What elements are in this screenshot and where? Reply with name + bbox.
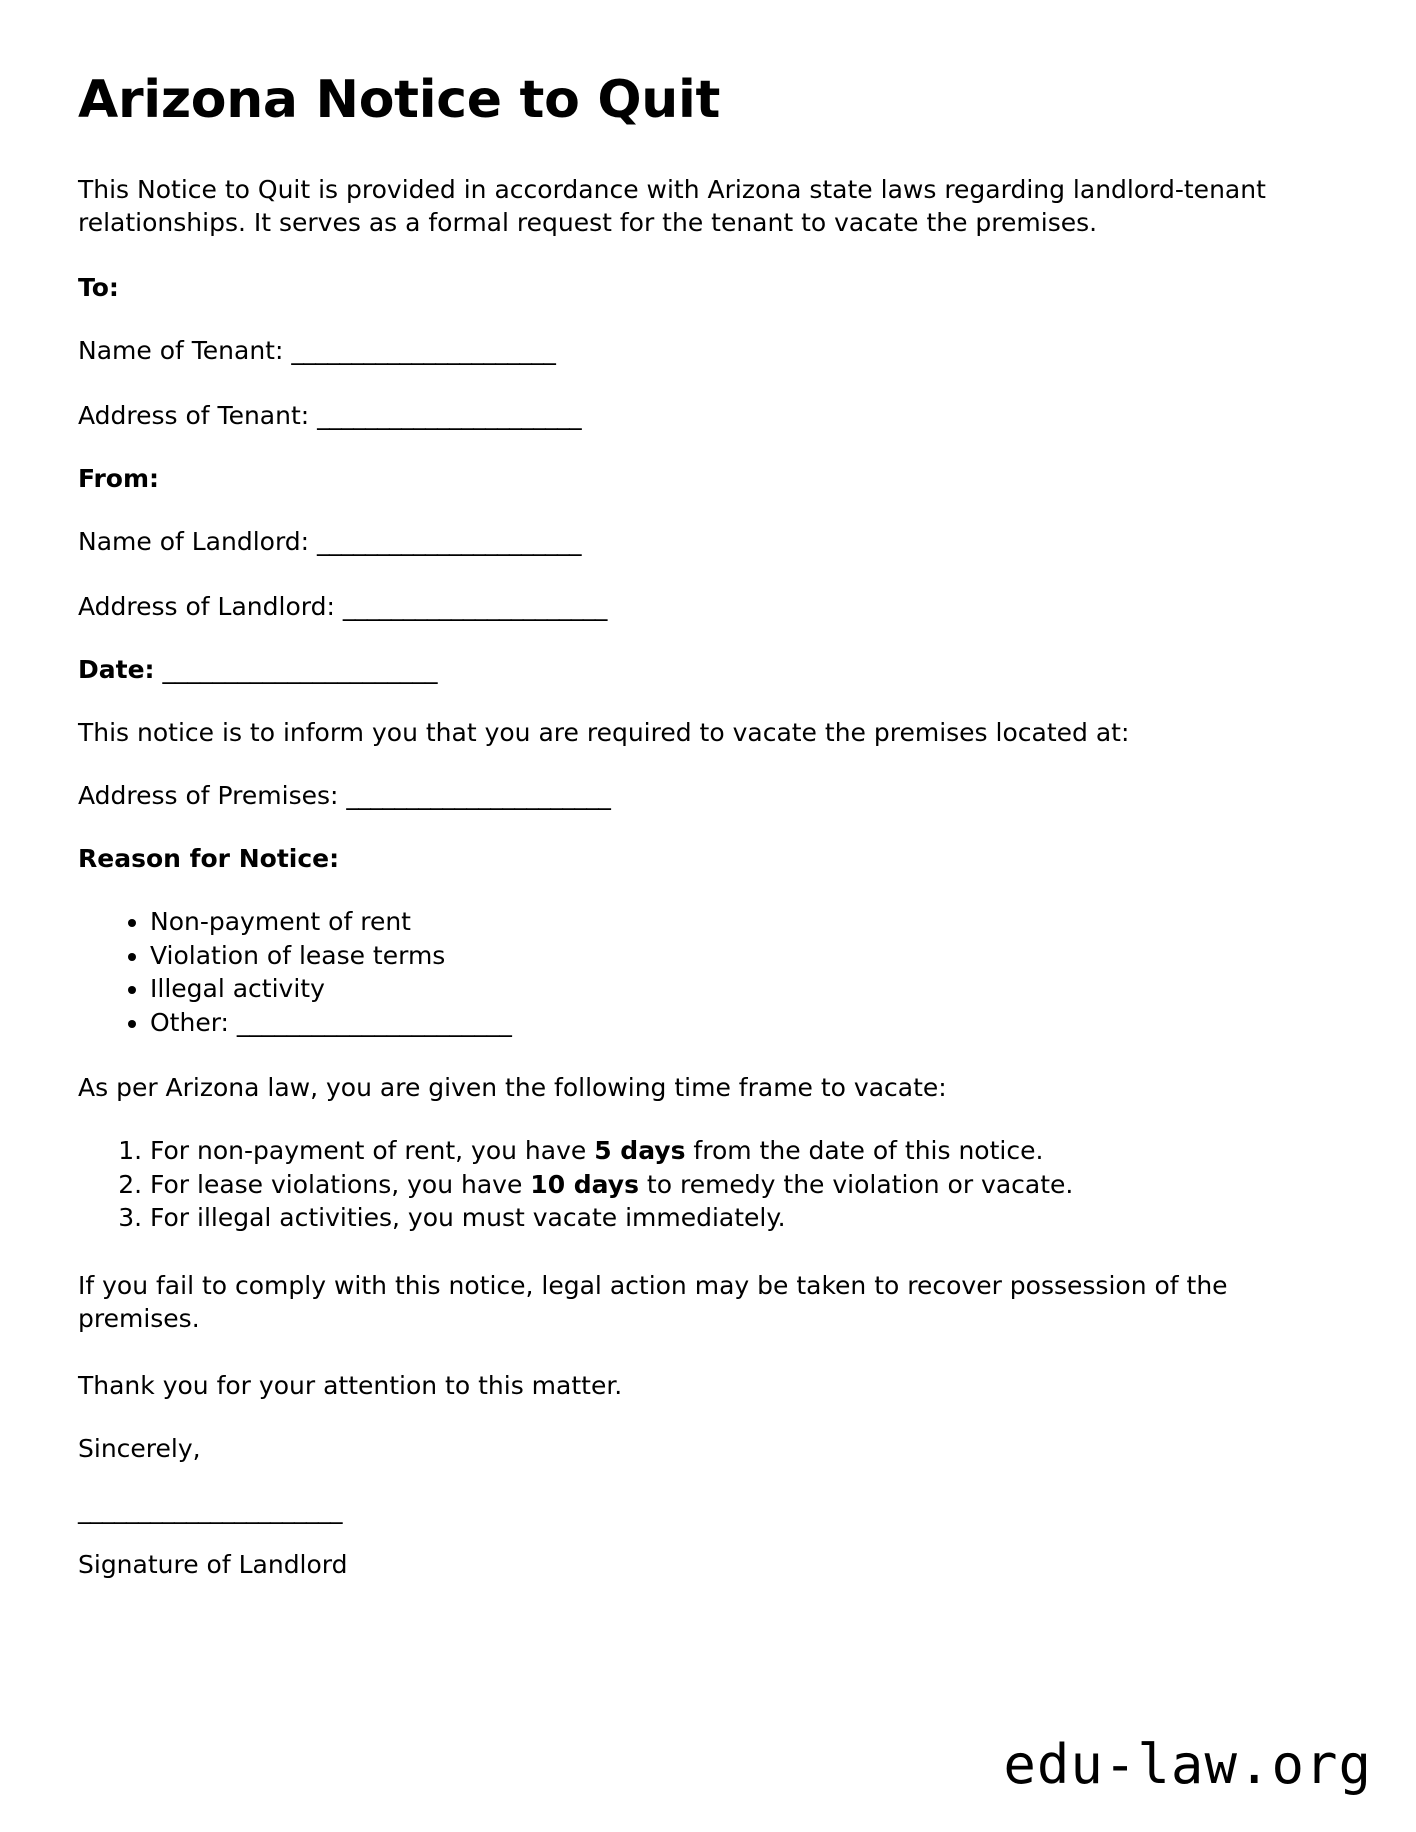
landlord-name-label: Name of Landlord: bbox=[78, 527, 310, 557]
timeframe-text-before: For illegal activities, you must vacate immediately. bbox=[150, 1203, 786, 1233]
list-item: • Violation of lease terms bbox=[150, 939, 1338, 973]
premises-address-label: Address of Premises: bbox=[78, 781, 339, 811]
closing-line: Sincerely, bbox=[78, 1433, 201, 1463]
landlord-name-blank[interactable]: ______________________ bbox=[317, 527, 582, 557]
page-title: Arizona Notice to Quit bbox=[78, 70, 721, 130]
signature-caption: Signature of Landlord bbox=[78, 1549, 348, 1579]
list-item: • Illegal activity bbox=[150, 972, 1338, 1006]
premises-address-blank[interactable]: ______________________ bbox=[346, 781, 611, 811]
tenant-address-blank[interactable]: ______________________ bbox=[317, 401, 582, 431]
thanks-paragraph: Thank you for your attention to this matter. bbox=[78, 1370, 623, 1400]
landlord-address-label: Address of Landlord: bbox=[78, 592, 335, 622]
tenant-name-field bbox=[78, 334, 1338, 367]
timeframe-intro-paragraph: As per Arizona law, you are given the following time frame to vacate: bbox=[78, 1073, 947, 1103]
list-item: • Non-payment of rent bbox=[150, 905, 1338, 939]
reason-list bbox=[78, 905, 1338, 1039]
timeframe-emphasis: 5 days bbox=[594, 1136, 686, 1166]
timeframe-text-after: to remedy the violation or vacate. bbox=[638, 1169, 1074, 1199]
date-label: Date: bbox=[78, 655, 155, 685]
landlord-address-field bbox=[78, 590, 1338, 623]
reason-other-blank[interactable]: ______________________ bbox=[236, 1007, 512, 1037]
timeframe-text-after: from the date of this notice. bbox=[685, 1136, 1044, 1166]
timeframe-list bbox=[78, 1134, 1338, 1235]
list-item bbox=[150, 1134, 1338, 1168]
premises-address-field bbox=[78, 779, 1338, 812]
landlord-name-field bbox=[78, 525, 1338, 558]
list-item bbox=[150, 1168, 1338, 1202]
warning-paragraph: If you fail to comply with this notice, legal action may be taken to recover possession of the premises. bbox=[78, 1270, 1228, 1333]
tenant-name-label: Name of Tenant: bbox=[78, 336, 284, 366]
list-item-other bbox=[150, 1006, 1338, 1040]
date-blank[interactable]: ______________________ bbox=[162, 655, 438, 685]
to-heading: To: bbox=[78, 273, 119, 303]
tenant-address-field bbox=[78, 399, 1338, 432]
tenant-name-blank[interactable]: ______________________ bbox=[291, 336, 556, 366]
intro-paragraph: This Notice to Quit is provided in accordance with Arizona state laws regarding landlord-tenant relationships. It serves as a formal request for the tenant to vacate the premises. bbox=[78, 175, 1266, 238]
date-field bbox=[78, 655, 1338, 684]
signature-rule[interactable]: ______________________ bbox=[78, 1494, 342, 1524]
site-watermark: edu-law.org bbox=[1003, 1733, 1372, 1796]
reason-other-label: Other: bbox=[150, 1007, 229, 1037]
tenant-address-label: Address of Tenant: bbox=[78, 401, 310, 431]
landlord-address-blank[interactable]: ______________________ bbox=[342, 592, 607, 622]
timeframe-text-before: For non-payment of rent, you have bbox=[150, 1136, 595, 1166]
list-item bbox=[150, 1201, 1338, 1235]
timeframe-text-before: For lease violations, you have bbox=[150, 1169, 531, 1199]
reason-heading: Reason for Notice: bbox=[78, 844, 340, 874]
timeframe-emphasis: 10 days bbox=[530, 1169, 639, 1199]
vacate-notice-paragraph: This notice is to inform you that you are required to vacate the premises located at: bbox=[78, 718, 1130, 748]
from-heading: From: bbox=[78, 464, 160, 494]
